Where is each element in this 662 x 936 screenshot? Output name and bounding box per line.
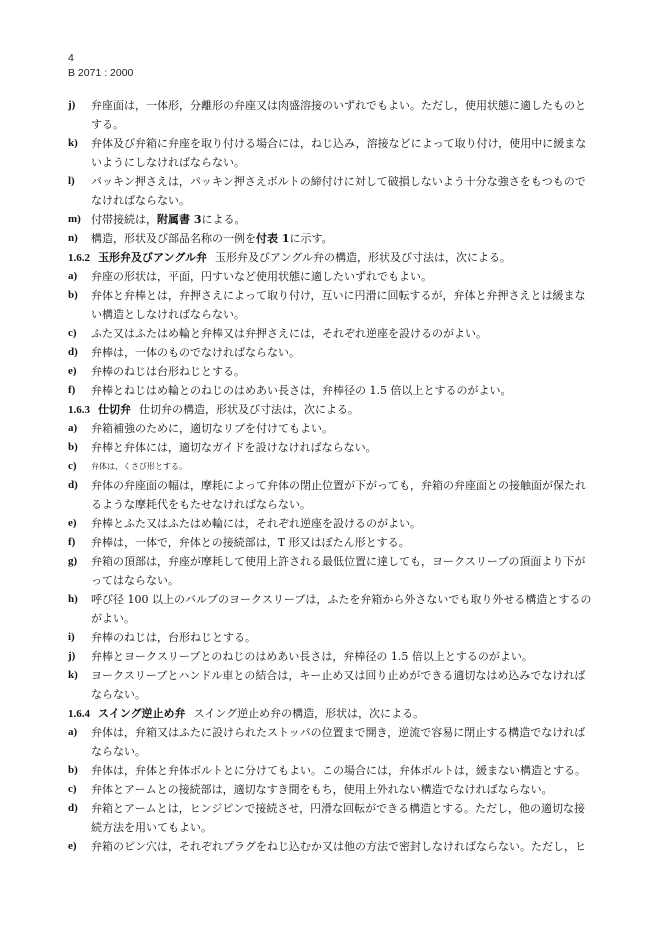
item-marker: b)	[68, 764, 78, 776]
item-text: 弁棒とふた又はふたはめ輪には，それぞれ逆座を設けるのがよい。	[91, 517, 421, 530]
list-item	[68, 837, 598, 856]
item-text: 弁棒は，一体で，弁体との接続部は，T 形又はぼたん形とする。	[91, 536, 410, 549]
item-text: 弁体は，弁箱又はふたに設けられたストッパの位置まで開き，逆流で容易に閉止する構造でなければ	[91, 726, 586, 739]
item-text: 弁棒のねじは，台形ねじとする。	[91, 631, 256, 644]
section-title: スイング逆止め弁	[98, 707, 186, 720]
item-text: ならない。	[91, 745, 146, 758]
item-text: 付帯接続は，附属書 3による。	[91, 213, 246, 226]
item-marker: i)	[68, 631, 75, 643]
item-text: い構造としなければならない。	[91, 308, 245, 321]
section-title: 玉形弁及びアングル弁	[98, 251, 208, 264]
item-text: 弁体とアームとの接続部は，適切なすき間をもち，使用上外れない構造でなければならない。	[91, 783, 553, 796]
item-text: 続方法を用いてもよい。	[91, 821, 212, 834]
item-text: 弁体及び弁箱に弁座を取り付ける場合には，ねじ込み，溶接などによって取り付け，使用中に緩まな	[91, 137, 587, 150]
list-item	[68, 362, 598, 381]
item-text: 弁体は，弁体と弁体ボルトとに分けてもよい。この場合には，弁体ボルトは，緩まない構造とする。	[91, 764, 586, 777]
item-text: ならない。	[91, 688, 146, 701]
item-marker: k)	[68, 137, 78, 149]
item-text: がよい。	[91, 612, 135, 625]
list-item	[68, 172, 598, 210]
list-item	[68, 647, 598, 666]
item-text: 弁体は，くさび形とする。	[91, 462, 187, 471]
list-item	[68, 457, 598, 476]
reference-bold: 附属書 3	[157, 213, 202, 226]
section-intro: 玉形弁及びアングル弁の構造，形状及び寸法は，次による。	[215, 251, 512, 264]
list-item	[68, 286, 598, 324]
list-item	[68, 533, 598, 552]
item-marker: a)	[68, 422, 78, 434]
section-heading-text	[68, 704, 598, 724]
item-text: 弁棒とねじはめ輪とのねじのはめあい長さは，弁棒径の 1.5 倍以上とするのがよい。	[91, 384, 512, 397]
item-text: 構造，形状及び部品名称の一例を付表 1に示す。	[91, 232, 333, 245]
item-text: いようにしなければならない。	[91, 156, 245, 169]
list-item	[68, 134, 598, 172]
item-text: 弁箱の頂部は，弁座が摩耗して使用上許される最低位置に達しても，ヨークスリーブの頂面より下が	[91, 555, 586, 568]
item-marker: h)	[68, 593, 78, 605]
item-marker: l)	[68, 175, 75, 187]
item-text: 弁棒とヨークスリーブとのねじのはめあい長さは，弁棒径の 1.5 倍以上とするのがよい。	[91, 650, 533, 663]
section-heading	[68, 248, 598, 268]
section-intro: スイング逆止め弁の構造，形状は，次による。	[193, 707, 425, 720]
list-item	[68, 628, 598, 647]
item-marker: b)	[68, 289, 78, 301]
list-item	[68, 438, 598, 457]
item-marker: n)	[68, 232, 78, 244]
list-item	[68, 267, 598, 286]
item-text: 弁座面は，一体形，分離形の弁座又は肉盛溶接のいずれでもよい。ただし，使用状態に適したものと	[91, 99, 586, 112]
list-item	[68, 761, 598, 780]
item-marker: j)	[68, 650, 76, 662]
item-text: 弁棒と弁体には，適切なガイドを設けなければならない。	[91, 441, 377, 454]
item-marker: m)	[68, 213, 81, 225]
list-item	[68, 229, 598, 248]
page-number: 4	[68, 52, 74, 64]
item-text: 弁箱のピン穴は，それぞれプラグをねじ込むか又は他の方法で密封しなければならない。ただし，ヒ	[91, 840, 586, 853]
list-item	[68, 723, 598, 761]
section-title: 仕切弁	[98, 403, 131, 416]
item-marker: e)	[68, 517, 77, 529]
item-marker: b)	[68, 441, 78, 453]
item-marker: a)	[68, 726, 78, 738]
section-heading-text	[68, 248, 598, 268]
list-item	[68, 210, 598, 229]
list-item	[68, 799, 598, 837]
item-text: ヨークスリーブとハンドル車との結合は，キー止め又は回り止めができる適切なはめ込みでなければ	[91, 669, 586, 682]
item-text: ってはならない。	[91, 574, 179, 587]
list-item	[68, 666, 598, 704]
item-marker: d)	[68, 479, 78, 491]
item-marker: f)	[68, 536, 76, 548]
item-marker: c)	[68, 783, 77, 795]
item-marker: j)	[68, 99, 76, 111]
list-item	[68, 381, 598, 400]
list-item	[68, 324, 598, 343]
list-item	[68, 476, 598, 514]
item-marker: d)	[68, 346, 78, 358]
section-number: 1.6.3	[68, 404, 90, 416]
item-marker: f)	[68, 384, 76, 396]
item-marker: g)	[68, 555, 78, 567]
item-marker: e)	[68, 840, 77, 852]
reference-bold: 付表 1	[256, 232, 290, 245]
section-number: 1.6.2	[68, 252, 90, 264]
section-heading-text	[68, 400, 598, 420]
item-text: 弁棒は，一体のものでなければならない。	[91, 346, 300, 359]
section-intro: 仕切弁の構造，形状及び寸法は，次による。	[139, 403, 359, 416]
item-text: 弁棒のねじは台形ねじとする。	[91, 365, 245, 378]
list-item	[68, 552, 598, 590]
section-heading	[68, 704, 598, 724]
item-text: 弁箱とアームとは，ヒンジピンで接続させ，円滑な回転ができる構造とする。ただし，他の適切な接	[91, 802, 586, 815]
item-text: する。	[91, 118, 124, 131]
item-text: 弁箱補強のために，適切なリブを付けてもよい。	[91, 422, 333, 435]
item-marker: d)	[68, 802, 78, 814]
list-item	[68, 780, 598, 799]
item-marker: c)	[68, 460, 77, 472]
section-heading	[68, 400, 598, 420]
item-text: ふた又はふたはめ輪と弁棒又は弁押さえには，それぞれ逆座を設けるのがよい。	[91, 327, 487, 340]
list-item	[68, 514, 598, 533]
list-item	[68, 96, 598, 134]
list-item	[68, 419, 598, 438]
section-number: 1.6.4	[68, 708, 90, 720]
list-item	[68, 343, 598, 362]
item-marker: k)	[68, 669, 78, 681]
item-marker: a)	[68, 270, 78, 282]
item-marker: c)	[68, 327, 77, 339]
item-text: なければならない。	[91, 194, 190, 207]
item-text: 弁体と弁棒とは，弁押さえによって取り付け，互いに円滑に回転するが，弁体と弁押さえとは緩まな	[91, 289, 586, 302]
item-text: 呼び径 100 以上のバルブのヨークスリーブは，ふたを弁箱から外さないでも取り外せる構造とするの	[91, 593, 592, 606]
item-marker: e)	[68, 365, 77, 377]
item-text: パッキン押さえは，パッキン押さえボルトの締付けに対して破損しないよう十分な強さをもつもので	[91, 175, 586, 188]
item-text: 弁座の形状は，平面，円すいなど使用状態に適したいずれでもよい。	[91, 270, 432, 283]
list-item	[68, 590, 598, 628]
item-text: るような摩耗代をもたせなければならない。	[91, 498, 311, 511]
standard-number: B 2071 : 2000	[68, 67, 134, 79]
item-text: 弁体の弁座面の幅は，摩耗によって弁体の閉止位置が下がっても，弁箱の弁座面との接触面が保たれ	[91, 479, 586, 492]
